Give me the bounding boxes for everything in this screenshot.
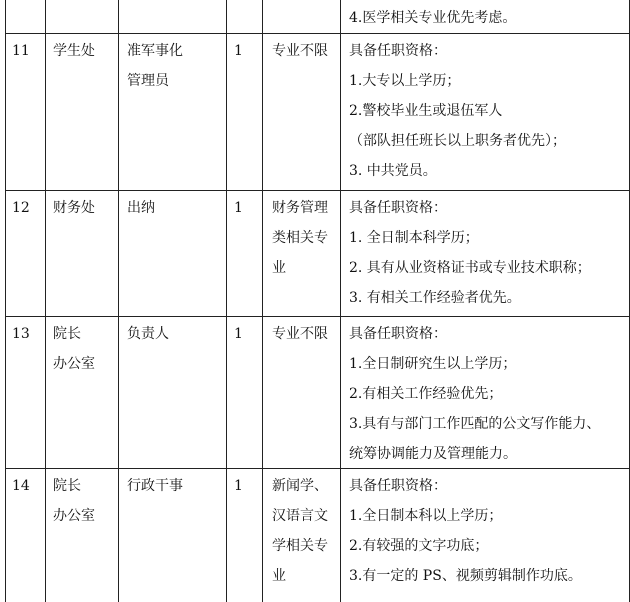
department-cell [53, 471, 95, 531]
major-requirement-text: 财务管理 [272, 200, 328, 216]
qualifications-text: 1.全日制研究生以上学历； [349, 356, 517, 372]
qualifications-text: 3. 有相关工作经验者优先。 [349, 290, 521, 306]
row-number-text: 13 [12, 326, 30, 342]
row-number-cell [12, 471, 30, 501]
qualifications-text: 统筹协调能力及管理能力。 [349, 446, 517, 462]
headcount-cell [234, 471, 243, 501]
major-requirement-text: 专业不限 [272, 43, 328, 59]
qualifications-text: 3.具有与部门工作匹配的公文写作能力、 [349, 416, 601, 432]
row-number-text: 14 [12, 478, 30, 494]
table-row-divider [5, 316, 630, 317]
table-column-divider [45, 0, 46, 602]
department-cell [53, 193, 95, 223]
headcount-cell [234, 319, 243, 349]
position-title-text: 行政干事 [127, 478, 183, 494]
department-text: 学生处 [53, 43, 95, 59]
major-requirement-cell [272, 193, 328, 283]
qualifications-text: 1.大专以上学历； [349, 73, 461, 89]
major-requirement-text: 业 [272, 260, 286, 276]
qualifications-text: 具备任职资格： [349, 43, 447, 59]
qualifications-text: 2.有相关工作经验优先； [349, 386, 503, 402]
major-requirement-cell [272, 319, 328, 349]
row-number-cell [12, 193, 30, 223]
table-row-divider [5, 33, 630, 34]
qualifications-text: 3. 中共党员。 [349, 163, 437, 179]
qualifications-text: 3.有一定的 PS、视频剪辑制作功底。 [349, 568, 582, 584]
headcount-cell [234, 193, 243, 223]
department-text: 院长 [53, 326, 81, 342]
position-title-cell [127, 471, 183, 501]
qualifications-cell [349, 319, 600, 469]
major-requirement-text: 类相关专 [272, 230, 328, 246]
qualifications-text: 1.全日制本科以上学历； [349, 508, 503, 524]
major-requirement-text: 汉语言文 [272, 508, 328, 524]
row-number-cell [12, 36, 30, 66]
position-title-cell [127, 36, 183, 96]
position-title-cell [127, 193, 155, 223]
department-text: 办公室 [53, 508, 95, 524]
department-cell [53, 36, 95, 66]
position-title-text: 管理员 [127, 73, 169, 89]
headcount-text: 1 [234, 326, 243, 342]
major-requirement-cell [272, 36, 328, 66]
major-requirement-cell [272, 471, 328, 591]
position-title-cell [127, 319, 169, 349]
qualifications-text: 具备任职资格： [349, 478, 447, 494]
row-number-text: 11 [12, 43, 30, 59]
qualifications-text: （部队担任班长以上职务者优先）； [349, 133, 566, 149]
position-title-text: 准军事化 [127, 43, 183, 59]
table-row-divider [5, 190, 630, 191]
department-text: 院长 [53, 478, 81, 494]
headcount-text: 1 [234, 478, 243, 494]
department-text: 财务处 [53, 200, 95, 216]
row-number-text: 12 [12, 200, 30, 216]
qualifications-cell [349, 471, 582, 591]
table-column-divider [262, 0, 263, 602]
table-column-divider [226, 0, 227, 602]
major-requirement-text: 学相关专 [272, 538, 328, 554]
table-column-divider [118, 0, 119, 602]
qualifications-cell [349, 36, 566, 186]
qualifications-text: 2.警校毕业生或退伍军人 [349, 103, 503, 119]
qualifications-text: 1. 全日制本科学历； [349, 230, 479, 246]
qualifications-text: 具备任职资格： [349, 200, 447, 216]
major-requirement-text: 业 [272, 568, 286, 584]
qualifications-text: 具备任职资格： [349, 326, 447, 342]
headcount-text: 1 [234, 200, 243, 216]
qualifications-cell [349, 193, 591, 313]
position-title-text: 负责人 [127, 326, 169, 342]
table-column-divider [340, 0, 341, 602]
major-requirement-text: 专业不限 [272, 326, 328, 342]
position-title-text: 出纳 [127, 200, 155, 216]
major-requirement-text: 新闻学、 [272, 478, 328, 494]
table-column-divider [5, 0, 6, 602]
qualifications-cell [349, 3, 516, 33]
qualifications-text: 2.有较强的文字功底； [349, 538, 489, 554]
department-text: 办公室 [53, 356, 95, 372]
row-number-cell [12, 319, 30, 349]
department-cell [53, 319, 95, 379]
qualifications-text: 2. 具有从业资格证书或专业技术职称； [349, 260, 591, 276]
headcount-text: 1 [234, 43, 243, 59]
qualifications-text: 4.医学相关专业优先考虑。 [349, 10, 517, 26]
headcount-cell [234, 36, 243, 66]
